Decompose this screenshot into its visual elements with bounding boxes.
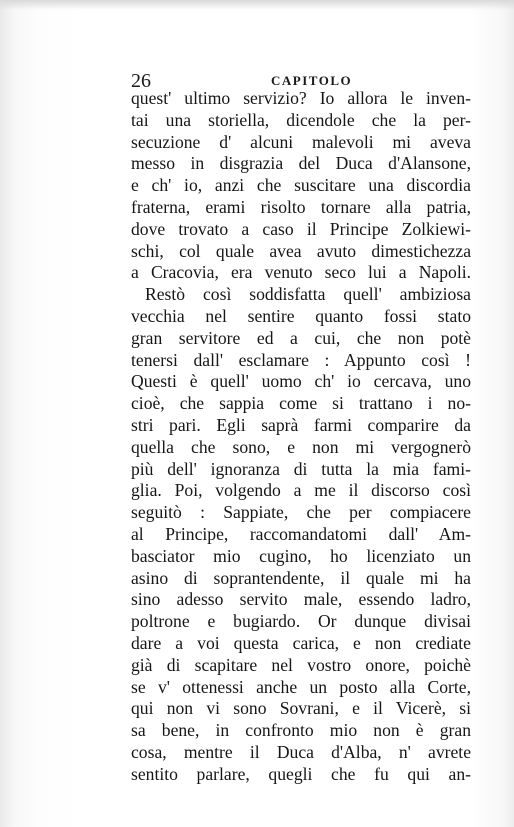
page-top-edge [0, 0, 514, 10]
text-line: fraterna, erami risolto tornare alla patria, [131, 196, 471, 217]
text-line: asino di soprantendente, il quale mi ha [131, 567, 471, 588]
text-line: stri pari. Egli saprà farmi comparire da [131, 414, 471, 435]
text-line: sentito parlare, quegli che fu qui an- [131, 763, 471, 784]
body-text [131, 88, 471, 786]
text-line: glia. Poi, volgendo a me il discorso così [131, 480, 471, 501]
page-number: 26 [131, 70, 151, 92]
text-line: più dell' ignoranza di tutta la mia fami- [131, 458, 471, 479]
paragraph-start-line: Restò così soddisfatta quell' ambiziosa [145, 284, 471, 305]
text-line: a Cracovia, era venuto seco lui a Napoli. [131, 262, 471, 283]
text-line: Questi è quell' uomo ch' io cercava, uno [131, 371, 471, 392]
text-line: dare a voi questa carica, e non crediate [131, 632, 471, 653]
text-line: vecchia nel sentire quanto fossi stato [131, 305, 471, 326]
text-line: quest' ultimo servizio? Io allora le inven- [131, 88, 471, 108]
text-line: sa bene, in confronto mio non è gran [131, 720, 471, 741]
text-line: schi, col quale avea avuto dimestichezza [131, 240, 471, 261]
text-line: al Principe, raccomandatomi dall' Am- [131, 523, 471, 544]
text-line: quella che sono, e non mi vergognerò [131, 436, 471, 457]
text-line: dove trovato a caso il Principe Zolkiewi- [131, 218, 471, 239]
text-line: cosa, mentre il Duca d'Alba, n' avrete [131, 741, 471, 762]
text-line: tai una storiella, dicendole che la per- [131, 109, 471, 130]
text-line: se v' ottenessi anche un posto alla Corte, [131, 676, 471, 697]
text-line: tenersi dall' esclamare : Appunto così ! [131, 349, 471, 370]
running-head: CAPITOLO [271, 73, 353, 88]
text-line: basciator mio cugino, ho licenziato un [131, 545, 471, 566]
text-line: già di scapitare nel vostro onore, poichè [131, 654, 471, 675]
text-line: gran servitore ed a cui, che non potè [131, 327, 471, 348]
text-line: seguitò : Sappiate, che per compiacere [131, 502, 471, 523]
text-line: sino adesso servito male, essendo ladro, [131, 589, 471, 610]
text-line: poltrone e bugiardo. Or dunque divisai [131, 611, 471, 632]
text-line: qui non vi sono Sovrani, e il Vicerè, si [131, 698, 471, 719]
text-line: messo in disgrazia del Duca d'Alansone, [131, 153, 471, 174]
text-line: e ch' io, anzi che suscitare una discordia [131, 175, 471, 196]
text-line: secuzione d' alcuni malevoli mi aveva [131, 131, 471, 152]
text-line: cioè, che sappia come si trattano i no- [131, 393, 471, 414]
